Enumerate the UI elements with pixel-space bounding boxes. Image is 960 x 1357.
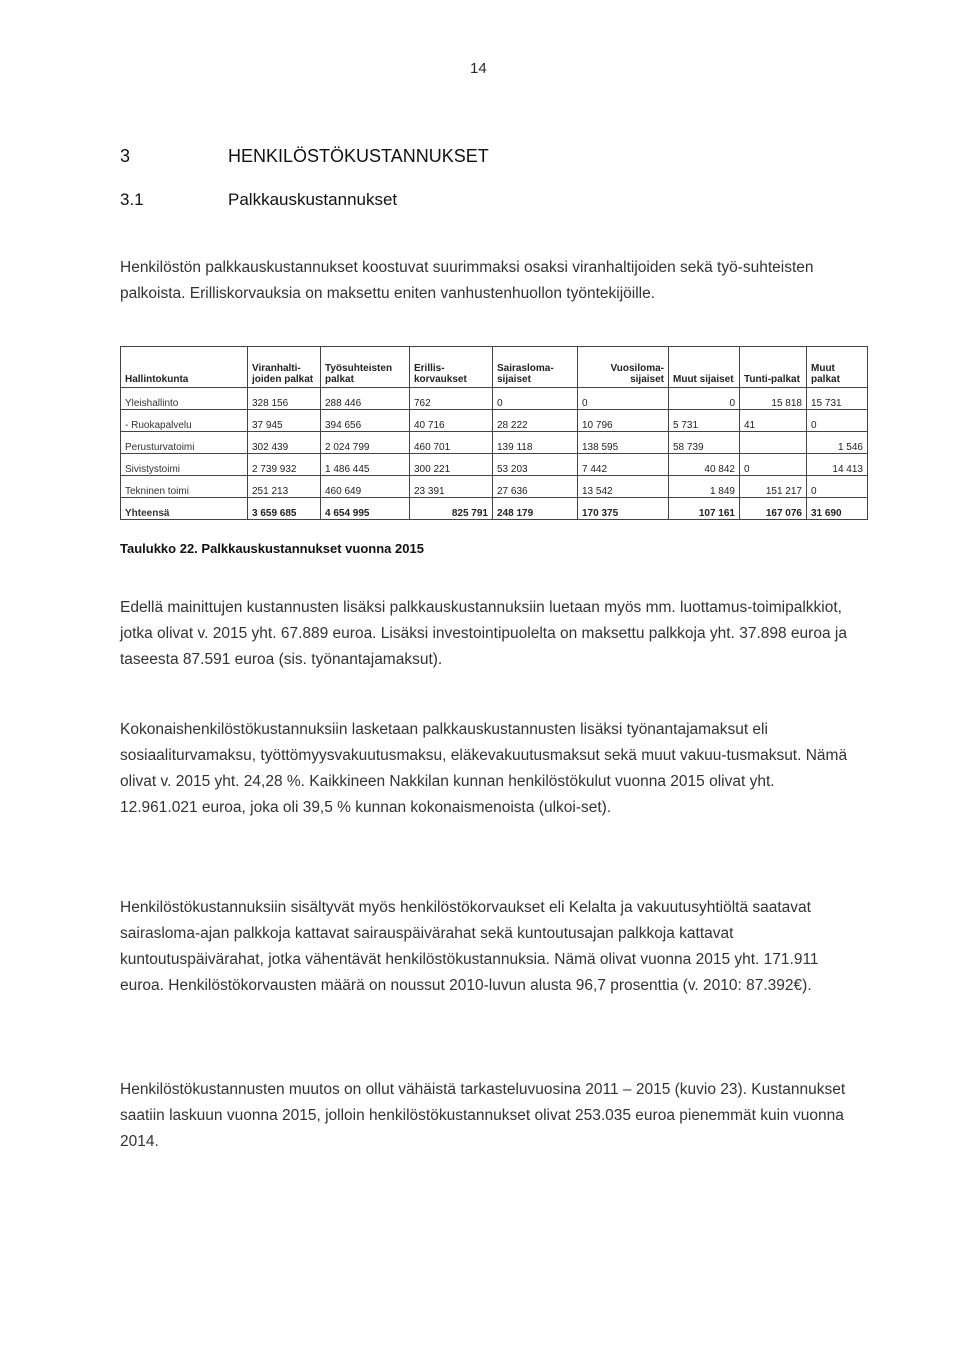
table-row [121, 432, 868, 454]
table-cell: 0 [740, 454, 807, 476]
body-paragraph: Henkilöstökustannuksiin sisältyvät myös henkilöstökorvaukset eli Kelalta ja vakuutusyhtiöltä saatavat sairasloma-ajan palkkoja kattavat sairauspäivärahat sekä kuntoutusajan palkkoja kattavat kuntoutuspäivärahat, jotka vähentävät henkilöstökustannuksia. Nämä olivat vuonna 2015 yht. 171.911 euroa. Henkilöstökorvausten määrä on noussut 2010-luvun alusta 96,7 prosenttia (v. 2010: 87.392€). [120, 899, 819, 994]
table-cell: 1 546 [807, 432, 868, 454]
table-cell: 4 654 995 [321, 498, 410, 520]
table-cell: 27 636 [493, 476, 578, 498]
row-label: Yleishallinto [121, 388, 248, 410]
table-cell: 300 221 [410, 454, 493, 476]
table-cell: 328 156 [248, 388, 321, 410]
table-cell: 0 [807, 410, 868, 432]
chapter-title: HENKILÖSTÖKUSTANNUKSET [228, 146, 489, 166]
table-cell: 107 161 [669, 498, 740, 520]
table-cell: 14 413 [807, 454, 868, 476]
table-cell: 248 179 [493, 498, 578, 520]
table-row [121, 454, 868, 476]
table-cell: 0 [578, 388, 669, 410]
table-cell: 0 [807, 476, 868, 498]
table-cell: 23 391 [410, 476, 493, 498]
table-cell: 762 [410, 388, 493, 410]
table-cell: 1 849 [669, 476, 740, 498]
table-cell: 251 213 [248, 476, 321, 498]
table-cell [740, 432, 807, 454]
row-label: Perusturvatoimi [121, 432, 248, 454]
table-cell: 28 222 [493, 410, 578, 432]
table-cell: 10 796 [578, 410, 669, 432]
body-paragraph: Kokonaishenkilöstökustannuksiin lasketaan palkkauskustannusten lisäksi työnantajamaksut eli sosiaaliturvamaksu, työttömyysvakuutusmaksu, eläkevakuutusmaksut sekä muut vakuu-tusmaksut. Nämä olivat v. 2015 yht. 24,28 %. Kaikkineen Nakkilan kunnan henkilöstökulut vuonna 2015 olivat yht. 12.961.021 euroa, joka oli 39,5 % kunnan kokonaismenoista (ulkoi-set). [120, 721, 848, 816]
table-cell: 460 649 [321, 476, 410, 498]
table-header-row [121, 347, 868, 388]
table-cell: 825 791 [410, 498, 493, 520]
row-label: Tekninen toimi [121, 476, 248, 498]
body-paragraph: Edellä mainittujen kustannusten lisäksi palkkauskustannuksiin luetaan myös mm. luottamus-toimipalkkiot, jotka olivat v. 2015 yht. 67.889 euroa. Lisäksi investointipuolelta on maksettu palkkoja yht. 37.898 euroa ja taseesta 87.591 euroa (sis. työnantajamaksut). [120, 599, 847, 668]
table-cell: 139 118 [493, 432, 578, 454]
table-cell: 37 945 [248, 410, 321, 432]
table-row [121, 476, 868, 498]
column-header: Erillis-korvaukset [410, 347, 493, 388]
table-cell: 58 739 [669, 432, 740, 454]
column-header: Sairasloma-sijaiset [493, 347, 578, 388]
table-cell: 5 731 [669, 410, 740, 432]
table-cell: 2 024 799 [321, 432, 410, 454]
table-cell: 0 [669, 388, 740, 410]
table-cell: 31 690 [807, 498, 868, 520]
table-cell: 167 076 [740, 498, 807, 520]
row-label: Yhteensä [121, 498, 248, 520]
table-cell: 1 486 445 [321, 454, 410, 476]
table-cell: 170 375 [578, 498, 669, 520]
table-cell: 41 [740, 410, 807, 432]
body-paragraph: Henkilöstökustannusten muutos on ollut vähäistä tarkasteluvuosina 2011 – 2015 (kuvio 23). Kustannukset saatiin laskuun vuonna 2015, jolloin henkilöstökustannukset olivat 253.035 euroa pienemmät kuin vuonna 2014. [120, 1081, 846, 1150]
table-caption: Taulukko 22. Palkkauskustannukset vuonna 2015 [120, 541, 424, 556]
table-cell: 3 659 685 [248, 498, 321, 520]
table-cell: 40 716 [410, 410, 493, 432]
section-number: 3.1 [120, 190, 144, 209]
table-cell: 40 842 [669, 454, 740, 476]
table-cell: 13 542 [578, 476, 669, 498]
table-total-row [121, 498, 868, 520]
column-header: Viranhalti-joiden palkat [248, 347, 321, 388]
table-cell: 53 203 [493, 454, 578, 476]
chapter-number: 3 [120, 146, 131, 166]
table-row [121, 388, 868, 410]
intro-paragraph: Henkilöstön palkkauskustannukset koostuvat suurimmaksi osaksi viranhaltijoiden sekä työ-suhteisten palkoista. Erilliskorvauksia on maksettu eniten vanhustenhuollon työntekijöille. [120, 259, 814, 302]
column-header: Muut palkat [807, 347, 868, 388]
section-title: Palkkauskustannukset [228, 190, 398, 209]
table-cell: 151 217 [740, 476, 807, 498]
salary-cost-table-wrapper [120, 346, 868, 520]
table-row [121, 410, 868, 432]
table-cell: 138 595 [578, 432, 669, 454]
table-cell: 7 442 [578, 454, 669, 476]
table-cell: 394 656 [321, 410, 410, 432]
column-header: Muut sijaiset [669, 347, 740, 388]
column-header: Tunti-palkat [740, 347, 807, 388]
column-header: Vuosiloma-sijaiset [578, 347, 669, 388]
row-label: Sivistystoimi [121, 454, 248, 476]
table-cell: 15 731 [807, 388, 868, 410]
table-cell: 460 701 [410, 432, 493, 454]
row-label: - Ruokapalvelu [121, 410, 248, 432]
table-cell: 302 439 [248, 432, 321, 454]
table-cell: 288 446 [321, 388, 410, 410]
salary-cost-table [120, 346, 868, 520]
table-cell: 15 818 [740, 388, 807, 410]
page-number: 14 [470, 60, 487, 77]
table-cell: 0 [493, 388, 578, 410]
column-header: Työsuhteisten palkat [321, 347, 410, 388]
table-cell: 2 739 932 [248, 454, 321, 476]
column-header: Hallintokunta [121, 347, 248, 388]
